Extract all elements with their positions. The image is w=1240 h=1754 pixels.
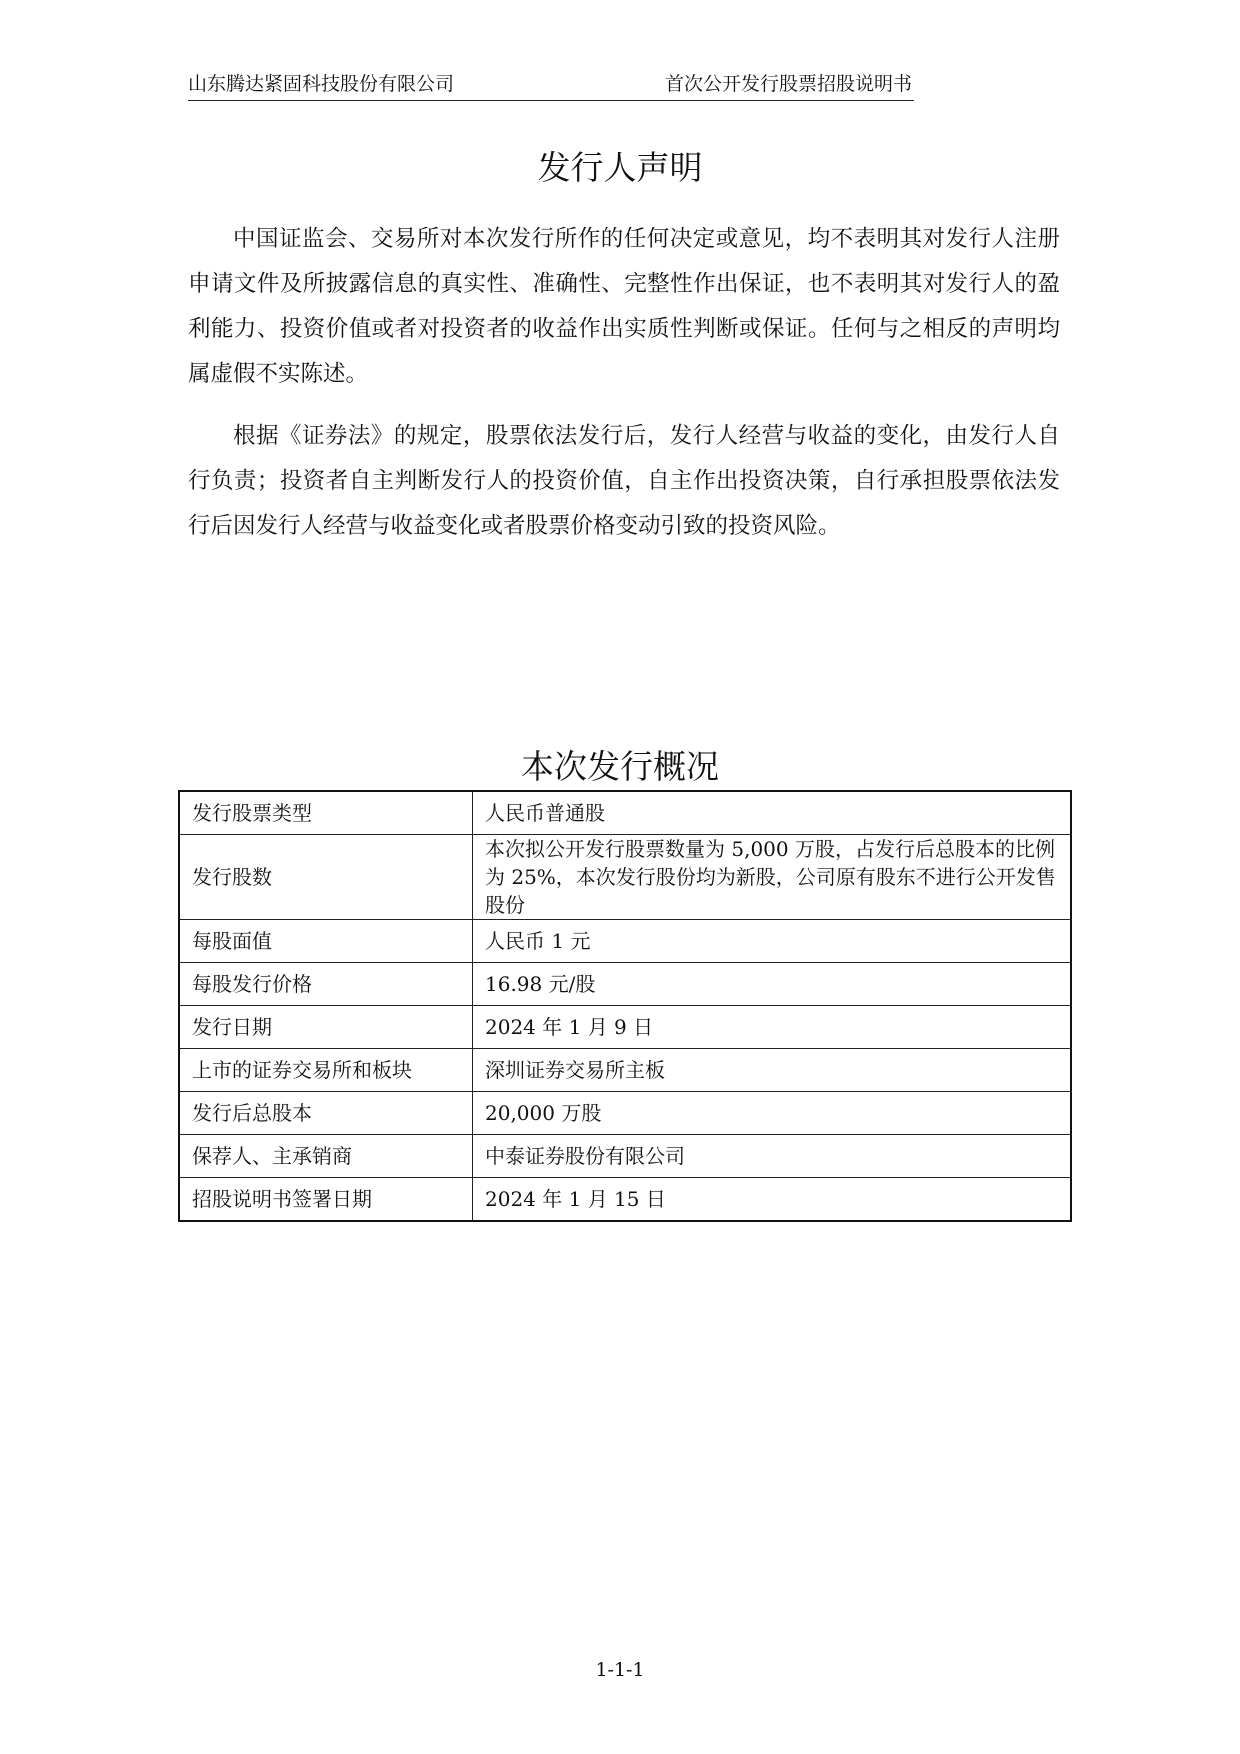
page-header <box>188 70 914 101</box>
row-value: 20,000 万股 <box>473 1092 1072 1135</box>
declaration-paragraph-1: 中国证监会、交易所对本次发行所作的任何决定或意见，均不表明其对发行人注册申请文件及所披露信息的真实性、准确性、完整性作出保证，也不表明其对发行人的盈利能力、投资价值或者对投资者的收益作出实质性判断或保证。任何与之相反的声明均属虚假不实陈述。 <box>188 226 1060 387</box>
row-label: 发行股数 <box>179 835 473 920</box>
table-row <box>179 1092 1071 1135</box>
row-value: 人民币 1 元 <box>473 920 1072 963</box>
header-company-name: 山东腾达紧固科技股份有限公司 <box>188 73 455 95</box>
row-label: 发行日期 <box>179 1006 473 1049</box>
header-document-title: 首次公开发行股票招股说明书 <box>665 73 913 95</box>
table-row <box>179 920 1071 963</box>
row-value: 2024 年 1 月 15 日 <box>473 1178 1072 1222</box>
row-label: 发行股票类型 <box>179 791 473 835</box>
table-row <box>179 835 1071 920</box>
row-label: 招股说明书签署日期 <box>179 1178 473 1222</box>
offering-title: 本次发行概况 <box>521 747 719 786</box>
table-row <box>179 1135 1071 1178</box>
offering-table <box>178 790 1072 1222</box>
declaration-paragraph-2: 根据《证券法》的规定，股票依法发行后，发行人经营与收益的变化，由发行人自行负责；投资者自主判断发行人的投资价值，自主作出投资决策，自行承担股票依法发行后因发行人经营与收益变化或者股票价格变动引致的投资风险。 <box>188 423 1060 539</box>
table-row <box>179 791 1071 835</box>
row-value: 人民币普通股 <box>473 791 1072 835</box>
row-label: 上市的证券交易所和板块 <box>179 1049 473 1092</box>
table-row <box>179 1006 1071 1049</box>
table-row <box>179 1178 1071 1222</box>
row-value: 2024 年 1 月 9 日 <box>473 1006 1072 1049</box>
row-label: 发行后总股本 <box>179 1092 473 1135</box>
row-value: 中泰证券股份有限公司 <box>473 1135 1072 1178</box>
row-label: 保荐人、主承销商 <box>179 1135 473 1178</box>
row-label: 每股面值 <box>179 920 473 963</box>
page-number: 1-1-1 <box>595 1659 645 1681</box>
table-row <box>179 1049 1071 1092</box>
row-value: 深圳证券交易所主板 <box>473 1049 1072 1092</box>
table-row <box>179 963 1071 1006</box>
row-value: 16.98 元/股 <box>473 963 1072 1006</box>
row-label: 每股发行价格 <box>179 963 473 1006</box>
declaration-title: 发行人声明 <box>537 148 703 187</box>
row-value: 本次拟公开发行股票数量为 5,000 万股，占发行后总股本的比例为 25%，本次发行股份均为新股，公司原有股东不进行公开发售股份 <box>473 835 1072 920</box>
